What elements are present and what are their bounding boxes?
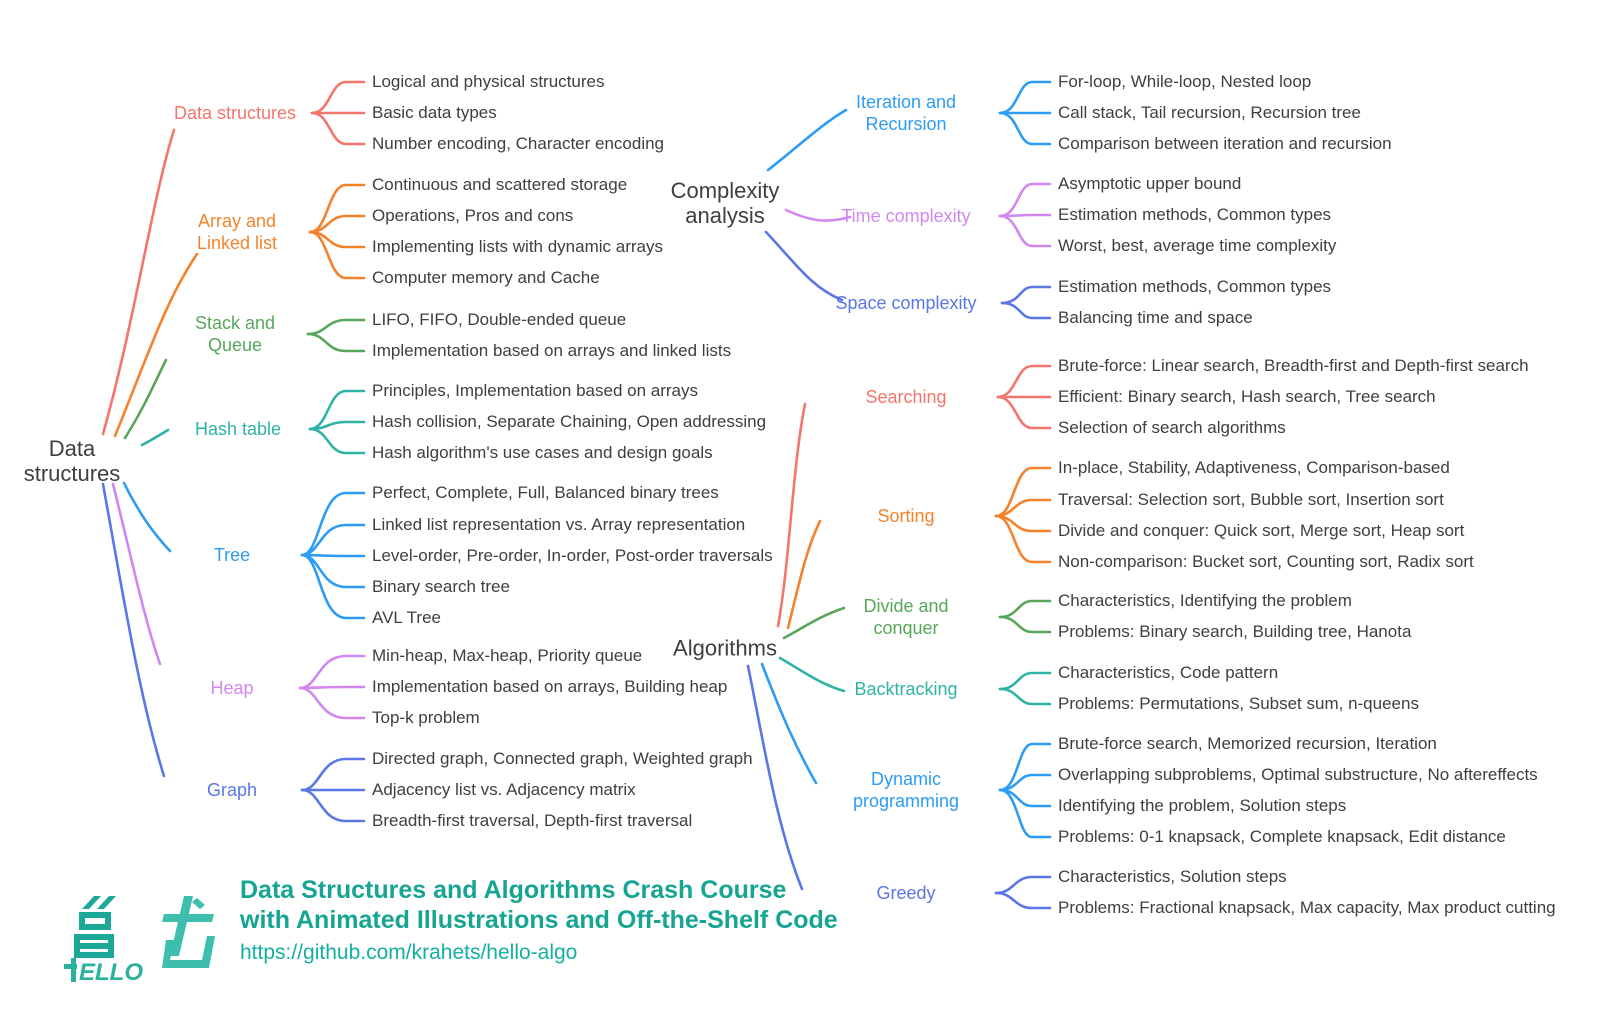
branch-graph[interactable]: Graph [206, 780, 258, 800]
leaf: Efficient: Binary search, Hash search, Tree search [1058, 387, 1436, 406]
leaf: Problems: Fractional knapsack, Max capacity, Max product cutting [1058, 898, 1556, 917]
connector-path [1000, 216, 1050, 246]
leaf: Estimation methods, Common types [1058, 277, 1332, 296]
leaf: Operations, Pros and cons [372, 206, 574, 225]
leaf: Principles, Implementation based on arrays [372, 381, 698, 400]
leaf: Balancing time and space [1058, 308, 1253, 327]
leaf: Problems: Binary search, Building tree, Hanota [1058, 622, 1412, 641]
leaf: Linked list representation vs. Array representation [372, 515, 746, 534]
leaf: Call stack, Tail recursion, Recursion tree [1058, 103, 1361, 122]
leaf: Worst, best, average time complexity [1058, 236, 1337, 255]
leaf: Level-order, Pre-order, In-order, Post-order traversals [372, 546, 773, 565]
root-complexity-analysis[interactable]: Complexity analysis [670, 178, 780, 228]
connector-path [1000, 775, 1050, 790]
connector-path [996, 468, 1050, 516]
connector-path [1002, 303, 1050, 318]
connector-path [103, 484, 164, 776]
connector-path [1000, 673, 1050, 689]
connector-path [103, 130, 174, 434]
leaf: Basic data types [372, 103, 497, 122]
leaf: Computer memory and Cache [372, 268, 600, 287]
connector-path [1002, 287, 1050, 303]
leaf: Non-comparison: Bucket sort, Counting sort, Radix sort [1058, 552, 1474, 571]
leaf: Hash algorithm's use cases and design goals [372, 443, 713, 462]
branch-heap[interactable]: Heap [210, 678, 254, 698]
connector-path [1000, 82, 1050, 113]
leaf: Implementing lists with dynamic arrays [372, 237, 663, 256]
branch-space-complexity[interactable]: Space complexity [835, 293, 977, 313]
connector-path [300, 656, 364, 688]
leaf: Estimation methods, Common types [1058, 205, 1332, 224]
leaf: Problems: Permutations, Subset sum, n-queens [1058, 694, 1419, 713]
branch-dynamic-programming[interactable]: Dynamic programming [852, 769, 960, 811]
connector-path [302, 790, 364, 821]
leaf: Identifying the problem, Solution steps [1058, 796, 1347, 815]
branch-greedy[interactable]: Greedy [876, 883, 936, 903]
connector-path [302, 759, 364, 790]
leaf: AVL Tree [372, 608, 441, 627]
leaf: In-place, Stability, Adaptiveness, Comparison-based [1058, 458, 1450, 477]
leaf: For-loop, While-loop, Nested loop [1058, 72, 1312, 91]
leaf: Problems: 0-1 knapsack, Complete knapsack, Edit distance [1058, 827, 1506, 846]
root-algorithms[interactable]: Algorithms [673, 635, 777, 661]
connector-path [1000, 744, 1050, 790]
connector-path [312, 82, 364, 113]
connector-path [768, 110, 846, 170]
leaf: Brute-force: Linear search, Breadth-first and Depth-first search [1058, 356, 1529, 375]
leaf: Divide and conquer: Quick sort, Merge sort, Heap sort [1058, 521, 1465, 540]
connector-path [788, 521, 820, 628]
connector-path [142, 430, 168, 445]
leaf: Continuous and scattered storage [372, 175, 628, 194]
leaf: Logical and physical structures [372, 72, 605, 91]
connector-path [1000, 617, 1050, 632]
leaf: Overlapping subproblems, Optimal substructure, No aftereffects [1058, 765, 1538, 784]
leaf: Directed graph, Connected graph, Weighted graph [372, 749, 753, 768]
leaf: Selection of search algorithms [1058, 418, 1286, 437]
leaf: LIFO, FIFO, Double-ended queue [372, 310, 627, 329]
connector-path [778, 404, 805, 626]
connector-path [996, 877, 1050, 893]
leaf: Number encoding, Character encoding [372, 134, 665, 153]
branch-array-linked-list[interactable]: Array and Linked list [196, 211, 278, 253]
root-data-structures[interactable]: Data structures [23, 436, 121, 486]
connector-path [300, 688, 364, 718]
leaf: Implementation based on arrays and linked lists [372, 341, 732, 360]
connector-path [1000, 601, 1050, 617]
connector-path [1000, 184, 1050, 216]
connector-path [762, 664, 816, 783]
leaf: Brute-force search, Memorized recursion, Iteration [1058, 734, 1437, 753]
connector-path [996, 516, 1050, 562]
leaf: Comparison between iteration and recursion [1058, 134, 1392, 153]
connector-path [780, 658, 844, 691]
connector-path [308, 320, 364, 334]
connector-path [302, 525, 364, 555]
leaf: Binary search tree [372, 577, 510, 596]
branch-divide-conquer[interactable]: Divide and conquer [863, 596, 949, 638]
leaf: Characteristics, Identifying the problem [1058, 591, 1352, 610]
connector-path [1000, 689, 1050, 704]
connector-path [300, 687, 364, 688]
connector-path [310, 232, 364, 278]
connector-path [998, 366, 1050, 397]
leaf: Asymptotic upper bound [1058, 174, 1242, 193]
leaf: Hash collision, Separate Chaining, Open addressing [372, 412, 767, 431]
course-title-line2: with Animated Illustrations and Off-the-Shelf Code [240, 906, 838, 934]
branch-backtracking[interactable]: Backtracking [854, 679, 958, 699]
leaf: Breadth-first traversal, Depth-first traversal [372, 811, 693, 830]
connector-path [1000, 790, 1050, 837]
branch-iteration-recursion[interactable]: Iteration and Recursion [855, 92, 957, 134]
leaf: Perfect, Complete, Full, Balanced binary trees [372, 483, 719, 502]
branch-sorting[interactable]: Sorting [877, 506, 935, 526]
connector-path [1000, 215, 1050, 216]
branch-hash-table[interactable]: Hash table [194, 419, 282, 439]
leaf: Characteristics, Solution steps [1058, 867, 1287, 886]
connector-path [998, 397, 1050, 428]
connector-path [115, 254, 197, 436]
leaf: Top-k problem [372, 708, 480, 727]
connector-path [124, 483, 170, 551]
github-url[interactable]: https://github.com/krahets/hello-algo [240, 941, 578, 964]
connector-path [996, 500, 1050, 516]
connector-path [308, 334, 364, 351]
leaf: Adjacency list vs. Adjacency matrix [372, 780, 636, 799]
branch-time-complexity[interactable]: Time complexity [841, 206, 971, 226]
leaf: Min-heap, Max-heap, Priority queue [372, 646, 643, 665]
connector-path [310, 429, 364, 453]
leaf: Traversal: Selection sort, Bubble sort, Insertion sort [1058, 490, 1444, 509]
connector-path [996, 893, 1050, 908]
connector-path [310, 216, 364, 232]
leaf: Implementation based on arrays, Building heap [372, 677, 728, 696]
branch-data-structures[interactable]: Data structures [173, 103, 297, 123]
connector-path [312, 113, 364, 144]
leaf: Characteristics, Code pattern [1058, 663, 1279, 682]
connector-path [766, 232, 842, 300]
connector-path [310, 185, 364, 232]
course-title-line1: Data Structures and Algorithms Crash Course [240, 876, 787, 904]
hello-algo-logo [64, 894, 218, 982]
connector-path [302, 555, 364, 556]
branch-searching[interactable]: Searching [865, 387, 947, 407]
logo-word: ELLO [79, 959, 143, 982]
connector-path [1000, 113, 1050, 144]
branch-stack-queue[interactable]: Stack and Queue [194, 313, 276, 355]
branch-tree[interactable]: Tree [213, 545, 251, 565]
